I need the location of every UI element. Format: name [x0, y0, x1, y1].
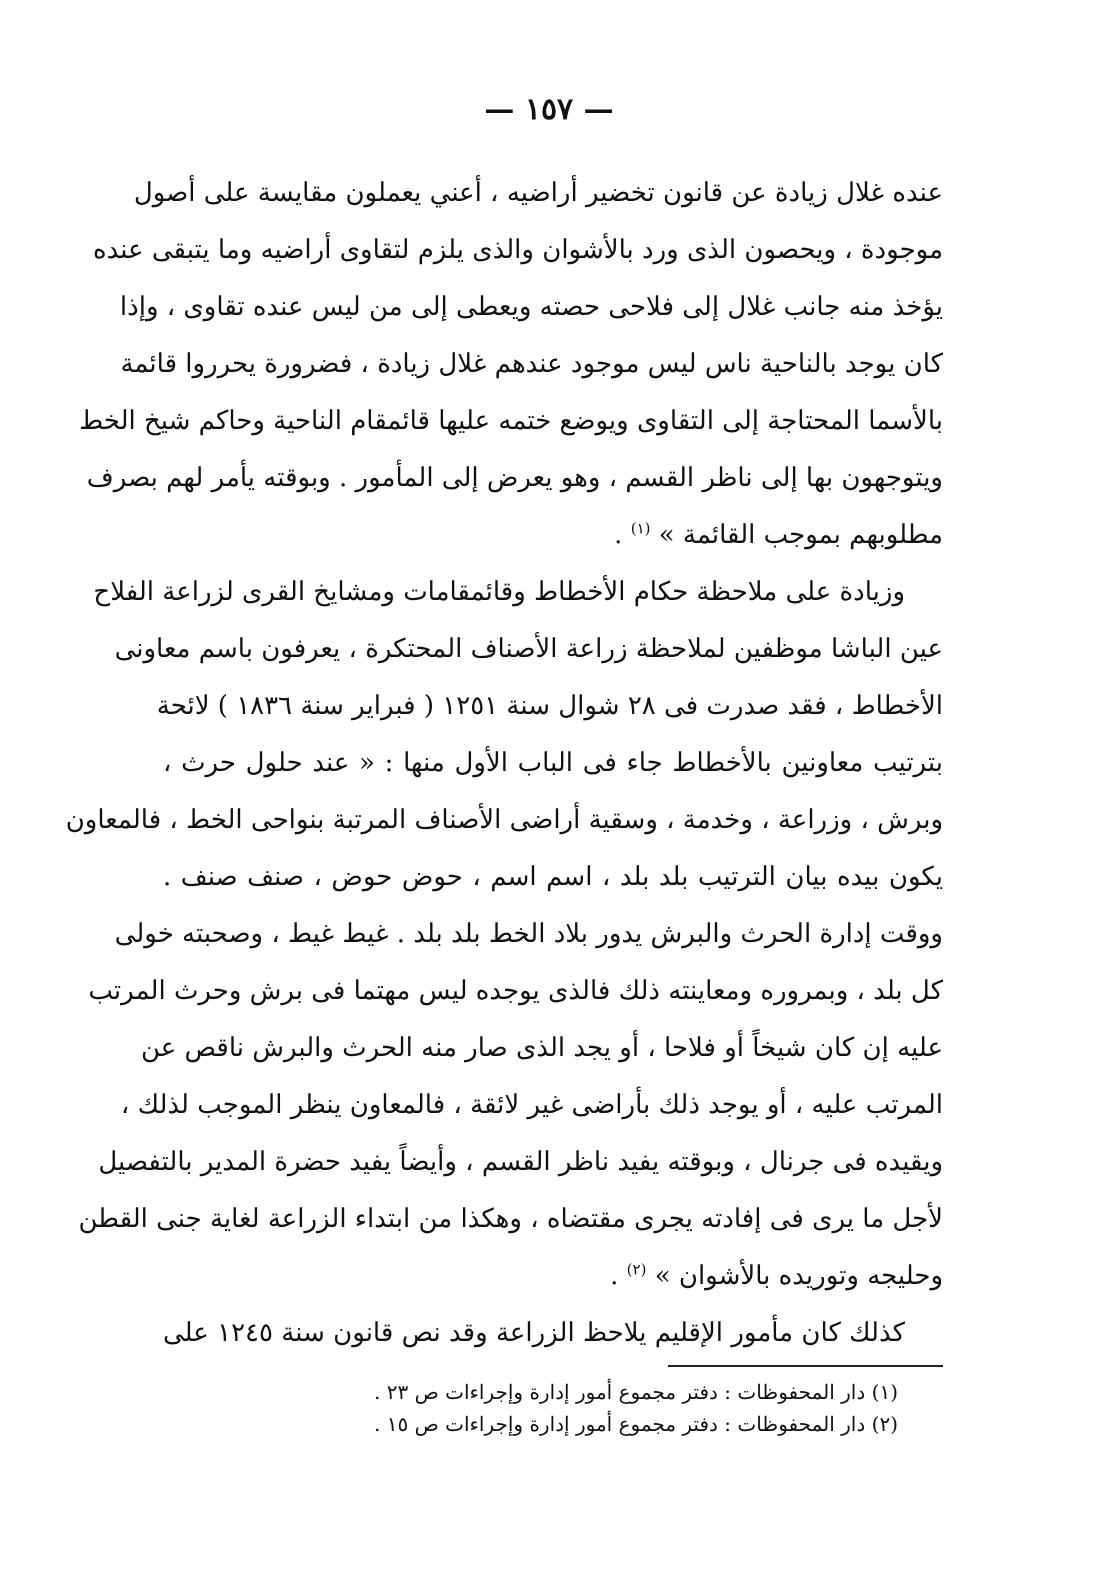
- text-line: مطلوبهم بموجب القائمة »: [658, 520, 943, 550]
- footnote-ref-2: (٢): [626, 1260, 647, 1279]
- footnote-ref-1: (١): [630, 519, 651, 538]
- text-line: ويقيده فى جرنال ، وبوقته يفيد ناظر القسم ، وأيضاً يفيد حضرة المدير بالتفصيل: [98, 1147, 943, 1177]
- footnote-2: (٢) دار المحفوظات : دفتر مجموع أمور إدارة وإجراءات ص ١٥ .: [374, 1412, 898, 1436]
- text-line: بالأسما المحتاجة إلى التقاوى ويوضع ختمه عليها قائمقام الناحية وحاكم شيخ الخط: [79, 406, 943, 436]
- text-line: يؤخذ منه جانب غلال إلى فلاحى حصته ويعطى إلى من ليس عنده تقاوى ، وإذا: [119, 292, 943, 322]
- text-line: عين الباشا موظفين لملاحظة زراعة الأصناف المحتكرة ، يعرفون باسم معاونى: [114, 634, 943, 664]
- text-line-with-footnote: [163, 1248, 943, 1305]
- page-number: — ١٥٧ —: [484, 92, 614, 127]
- text-line: موجودة ، ويحصون الذى ورد بالأشوان والذى يلزم لتقاوى أراضيه وما يتبقى عنده: [92, 235, 943, 265]
- body-text: [65, 165, 943, 1362]
- text-line: عنده غلال زيادة عن قانون تخضير أراضيه ، أعني يعملون مقايسة على أصول: [133, 178, 943, 208]
- text-line: كان يوجد بالناحية ناس ليس موجود عندهم غلال زيادة ، فضرورة يحرروا قائمة: [120, 349, 943, 379]
- text-line: بترتيب معاونين بالأخطاط جاء فى الباب الأول منها : « عند حلول حرث ،: [163, 748, 943, 778]
- end-mark: .: [614, 520, 623, 550]
- text-line: ووقت إدارة الحرث والبرش يدور بلاد الخط بلد بلد . غيط غيط ، وصحبته خولى: [114, 919, 943, 949]
- text-line: كذلك كان مأمور الإقليم يلاحظ الزراعة وقد نص قانون سنة ١٢٤٥ على: [163, 1318, 905, 1348]
- text-line: يكون بيده بيان الترتيب بلد بلد ، اسم اسم ، حوض حوض ، صنف صنف .: [163, 862, 943, 892]
- text-line: ويتوجهون بها إلى ناظر القسم ، وهو يعرض إلى المأمور . وبوقته يأمر لهم بصرف: [86, 463, 943, 493]
- footnote-divider: [668, 1365, 943, 1367]
- text-line: الأخطاط ، فقد صدرت فى ٢٨ شوال سنة ١٢٥١ ( فبراير سنة ١٨٣٦ ) لائحة: [156, 691, 943, 721]
- text-line: وحليجه وتوريده بالأشوان »: [654, 1261, 943, 1291]
- footnote-1: (١) دار المحفوظات : دفتر مجموع أمور إدارة وإجراءات ص ٢٣ .: [374, 1380, 898, 1404]
- end-mark: .: [610, 1261, 619, 1291]
- text-line: وبرش ، وزراعة ، وخدمة ، وسقية أراضى الأصناف المرتبة بنواحى الخط ، فالمعاون: [65, 805, 943, 835]
- text-line-with-footnote: [163, 507, 943, 564]
- text-line: المرتب عليه ، أو يوجد ذلك بأراضى غير لائقة ، فالمعاون ينظر الموجب لذلك ،: [120, 1090, 943, 1120]
- text-line: عليه إن كان شيخاً أو فلاحا ، أو يجد الذى صار منه الحرث والبرش ناقص عن: [140, 1033, 943, 1063]
- text-line: لأجل ما يرى فى إفادته يجرى مقتضاه ، وهكذا من ابتداء الزراعة لغاية جنى القطن: [78, 1204, 943, 1234]
- text-line: وزيادة على ملاحظة حكام الأخطاط وقائمقامات ومشايخ القرى لزراعة الفلاح: [93, 577, 905, 607]
- footnotes: [163, 1376, 898, 1440]
- text-line: كل بلد ، وبمروره ومعاينته ذلك فالذى يوجده ليس مهتما فى برش وحرث المرتب: [88, 976, 943, 1006]
